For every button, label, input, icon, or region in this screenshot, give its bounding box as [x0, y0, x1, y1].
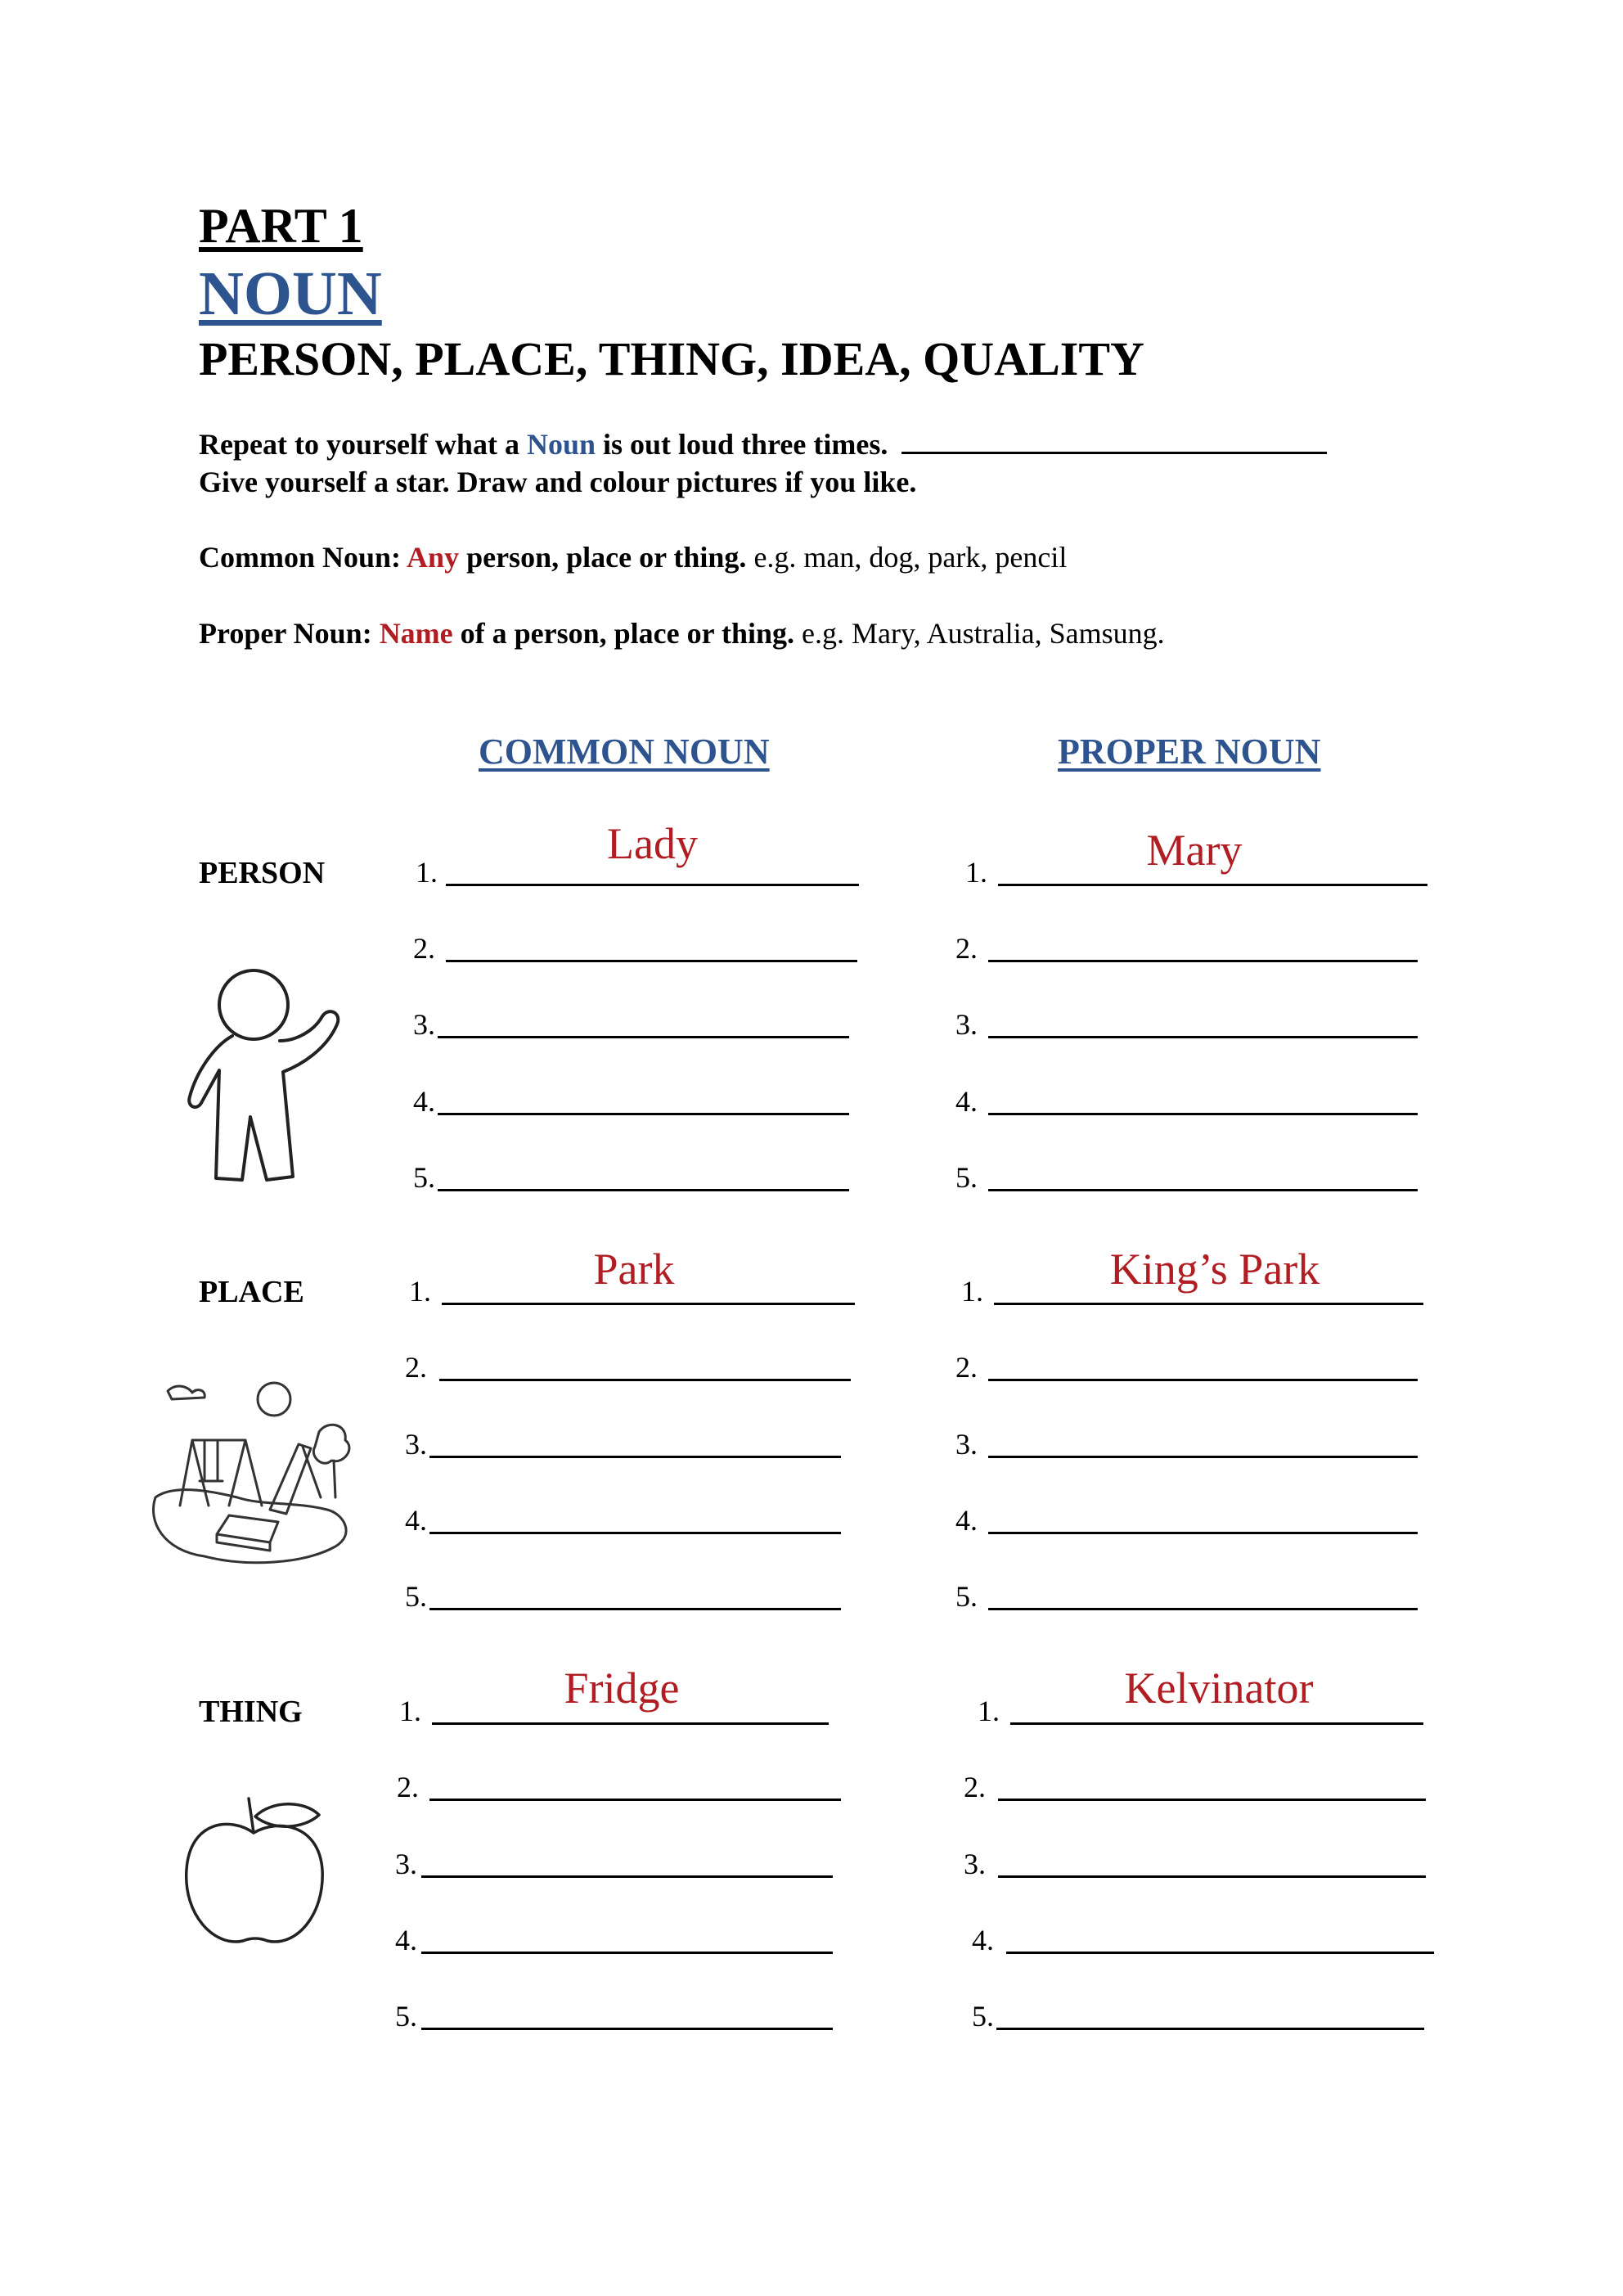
instruction-line-2: Give yourself a star. Draw and colour pictures if you like. — [199, 466, 917, 498]
proper-noun-rest: of a person, place or thing. — [452, 617, 794, 650]
place-proper-num-5: 5. — [955, 1580, 978, 1613]
person-common-num-1: 1. — [416, 856, 438, 889]
place-proper-line-5[interactable] — [988, 1608, 1418, 1610]
proper-noun-definition — [199, 616, 1165, 651]
common-noun-label: Common Noun: — [199, 541, 407, 574]
part-heading: PART 1 — [199, 199, 363, 253]
place-common-line-1[interactable] — [442, 1303, 855, 1305]
common-noun-rest: person, place or thing. — [459, 541, 747, 574]
place-proper-num-3: 3. — [955, 1428, 978, 1461]
topic-title: NOUN — [199, 259, 382, 328]
thing-common-line-3[interactable] — [421, 1875, 833, 1878]
proper-noun-column-heading: PROPER NOUN — [1058, 732, 1321, 772]
category-label-person: PERSON — [199, 856, 326, 890]
thing-proper-line-5[interactable] — [996, 2028, 1424, 2030]
thing-common-num-4: 4. — [395, 1924, 417, 1956]
thing-common-line-1[interactable] — [432, 1722, 829, 1725]
star-blank-line[interactable] — [901, 452, 1327, 454]
person-common-line-5[interactable] — [438, 1189, 849, 1191]
place-common-line-4[interactable] — [429, 1532, 841, 1534]
person-proper-line-3[interactable] — [988, 1036, 1418, 1038]
person-proper-line-5[interactable] — [988, 1189, 1418, 1191]
thing-common-example: Fridge — [564, 1663, 680, 1713]
place-proper-example: King’s Park — [1109, 1245, 1320, 1294]
proper-noun-label: Proper Noun: — [199, 617, 380, 650]
topic-subtitle: PERSON, PLACE, THING, IDEA, QUALITY — [199, 332, 1144, 385]
thing-proper-num-3: 3. — [964, 1848, 986, 1880]
thing-common-line-2[interactable] — [429, 1799, 841, 1801]
thing-common-num-3: 3. — [395, 1848, 417, 1880]
person-common-line-3[interactable] — [438, 1036, 849, 1038]
place-proper-line-1[interactable] — [994, 1303, 1423, 1305]
category-label-place: PLACE — [199, 1275, 304, 1309]
place-common-line-2[interactable] — [439, 1379, 851, 1381]
thing-proper-line-1[interactable] — [1010, 1722, 1423, 1725]
thing-proper-line-3[interactable] — [998, 1875, 1426, 1878]
person-common-line-1[interactable] — [446, 884, 859, 886]
common-noun-keyword: Any — [407, 541, 460, 574]
proper-noun-examples: e.g. Mary, Australia, Samsung. — [794, 617, 1165, 650]
thing-common-num-1: 1. — [399, 1695, 421, 1727]
thing-common-line-4[interactable] — [421, 1952, 833, 1954]
person-common-num-4: 4. — [413, 1085, 435, 1118]
thing-common-line-5[interactable] — [421, 2028, 833, 2030]
apple-icon — [182, 1792, 329, 1947]
place-proper-num-4: 4. — [955, 1504, 978, 1537]
thing-proper-line-4[interactable] — [1006, 1952, 1434, 1954]
category-label-thing: THING — [199, 1695, 303, 1729]
thing-common-num-2: 2. — [397, 1771, 419, 1803]
person-common-num-5: 5. — [413, 1161, 435, 1194]
instruction-text: Repeat to yourself what a — [199, 428, 527, 461]
thing-proper-line-2[interactable] — [998, 1799, 1426, 1801]
place-proper-num-2: 2. — [955, 1351, 978, 1384]
common-noun-column-heading: COMMON NOUN — [479, 732, 770, 772]
person-proper-num-3: 3. — [955, 1008, 978, 1041]
proper-noun-keyword: Name — [379, 617, 453, 650]
thing-proper-example: Kelvinator — [1124, 1663, 1314, 1713]
person-proper-num-4: 4. — [955, 1085, 978, 1118]
common-noun-definition — [199, 540, 1067, 574]
place-common-num-1: 1. — [409, 1275, 431, 1308]
thing-proper-num-1: 1. — [978, 1695, 1000, 1727]
person-proper-num-1: 1. — [965, 856, 987, 889]
instruction-text-end: is out loud three times. — [596, 428, 888, 461]
common-noun-examples: e.g. man, dog, park, pencil — [746, 541, 1068, 574]
thing-proper-num-2: 2. — [964, 1771, 986, 1803]
playground-icon — [147, 1375, 360, 1571]
place-common-num-3: 3. — [405, 1428, 427, 1461]
thing-common-num-5: 5. — [395, 2000, 417, 2033]
place-common-num-5: 5. — [405, 1580, 427, 1613]
place-common-example: Park — [593, 1245, 675, 1294]
noun-keyword: Noun — [526, 428, 596, 461]
person-common-num-3: 3. — [413, 1008, 435, 1041]
place-common-line-3[interactable] — [429, 1456, 841, 1458]
place-proper-line-2[interactable] — [988, 1379, 1418, 1381]
person-common-example: Lady — [607, 819, 698, 868]
place-common-num-2: 2. — [405, 1351, 427, 1384]
person-icon — [182, 966, 345, 1186]
person-proper-line-1[interactable] — [998, 884, 1427, 886]
person-common-line-2[interactable] — [446, 960, 857, 962]
person-proper-num-2: 2. — [955, 932, 978, 965]
place-proper-num-1: 1. — [961, 1275, 983, 1308]
person-proper-example: Mary — [1146, 826, 1243, 875]
person-common-num-2: 2. — [413, 932, 435, 965]
person-common-line-4[interactable] — [438, 1113, 849, 1115]
place-proper-line-4[interactable] — [988, 1532, 1418, 1534]
place-common-num-4: 4. — [405, 1504, 427, 1537]
person-proper-num-5: 5. — [955, 1161, 978, 1194]
place-common-line-5[interactable] — [429, 1608, 841, 1610]
person-proper-line-4[interactable] — [988, 1113, 1418, 1115]
instruction-line-1 — [199, 427, 1327, 461]
thing-proper-num-5: 5. — [972, 2000, 994, 2033]
person-proper-line-2[interactable] — [988, 960, 1418, 962]
thing-proper-num-4: 4. — [972, 1924, 994, 1956]
place-proper-line-3[interactable] — [988, 1456, 1418, 1458]
